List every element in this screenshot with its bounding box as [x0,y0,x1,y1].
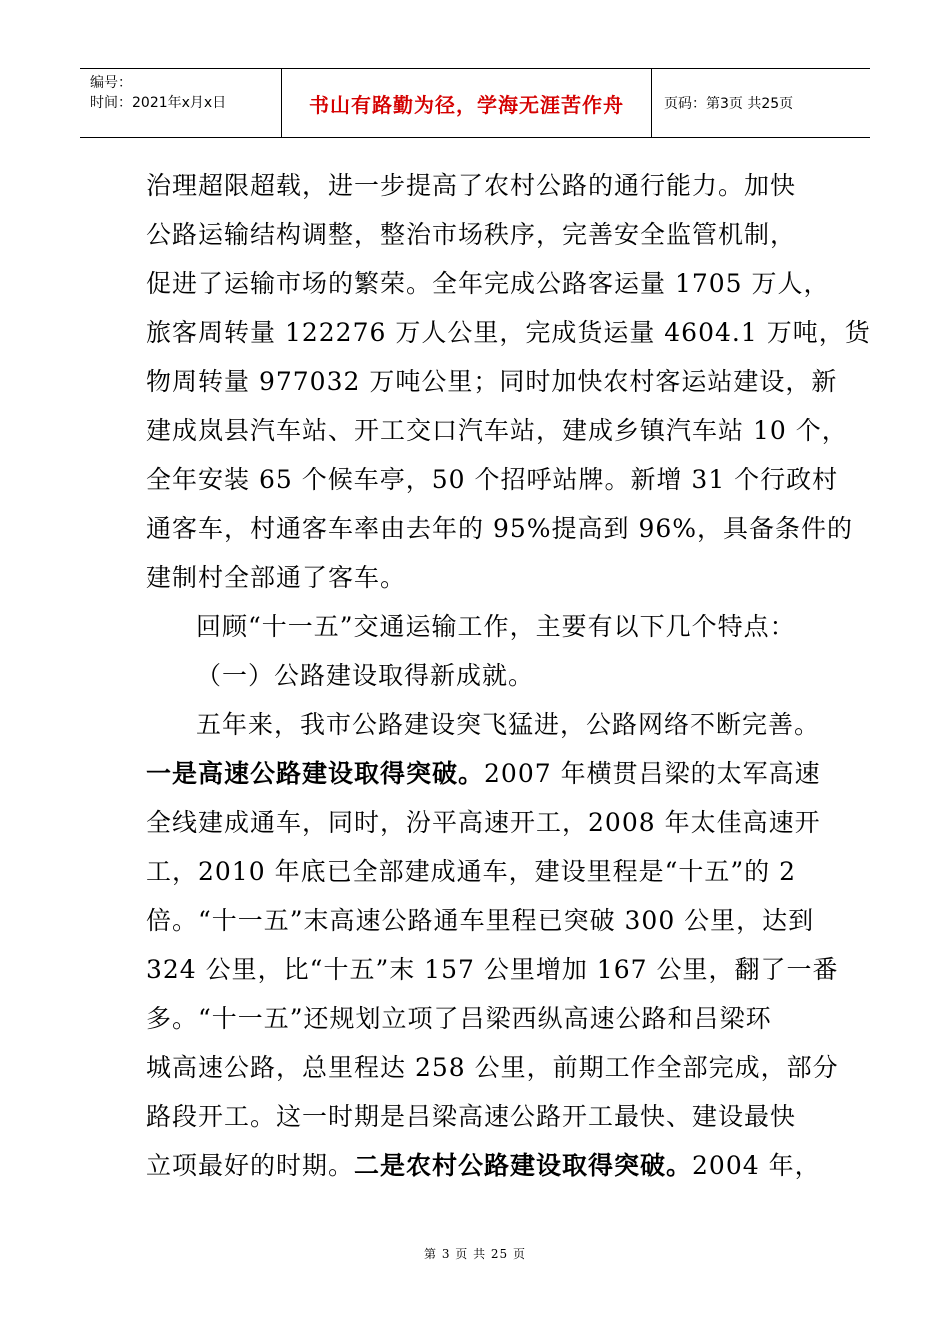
paragraph-line: 通客车，村通客车率由去年的 95%提高到 96%，具备条件的 [146,514,854,543]
paragraph-line: 324 公里，比“十五”末 157 公里增加 167 公里，翻了一番 [146,955,839,984]
paragraph-line: 旅客周转量 122276 万人公里，完成货运量 4604.1 万吨，货 [146,318,871,347]
line-text: 2007 年横贯吕梁的太军高速 [484,759,821,788]
paragraph-line [146,749,821,798]
line-text: 立项最好的时期。 [146,1151,355,1180]
paragraph-line: 促进了运输市场的繁荣。全年完成公路客运量 1705 万人， [146,269,830,298]
paragraph-line: 公路运输结构调整，整治市场秩序，完善安全监管机制， [146,220,797,249]
paragraph-line: 建制村全部通了客车。 [146,563,407,592]
header-page-info: 页码：第3页 共25页 [664,96,794,112]
header-motto: 书山有路勤为径，学海无涯苦作舟 [282,69,652,137]
section-heading: （一）公路建设取得新成就。 [196,661,535,690]
paragraph-line: 多。“十一五”还规划立项了吕梁西纵高速公路和吕梁环 [146,1004,772,1033]
paragraph-line: 回顾“十一五”交通运输工作，主要有以下几个特点： [196,612,796,641]
paragraph-line [146,1141,821,1190]
bold-lead: 二是农村公路建设取得突破。 [354,1151,693,1180]
paragraph-line: 治理超限超载，进一步提高了农村公路的通行能力。加快 [146,171,797,200]
line-text: 2004 年， [692,1151,821,1180]
paragraph-line: 全年安装 65 个候车亭，50 个招呼站牌。新增 31 个行政村 [146,465,839,494]
paragraph-line: 工，2010 年底已全部建成通车，建设里程是“十五”的 2 [146,857,796,886]
paragraph-line: 城高速公路，总里程达 258 公里，前期工作全部完成，部分 [146,1053,839,1082]
paragraph-line: 路段开工。这一时期是吕梁高速公路开工最快、建设最快 [146,1102,797,1131]
header-time: 时间：2021年x月x日 [90,95,227,111]
paragraph-line: 全线建成通车，同时，汾平高速开工，2008 年太佳高速开 [146,808,821,837]
header-number: 编号： [90,75,132,91]
paragraph-line: 五年来，我市公路建设突飞猛进，公路网络不断完善。 [196,710,821,739]
paragraph-line: 倍。“十一五”末高速公路通车里程已突破 300 公里，达到 [146,906,815,935]
page-header [80,68,870,138]
document-body [146,161,871,1190]
bold-lead: 一是高速公路建设取得突破。 [146,759,485,788]
header-meta [80,69,282,137]
paragraph-line: 物周转量 977032 万吨公里；同时加快农村客运站建设，新 [146,367,838,396]
page-footer: 第 3 页 共 25 页 [424,1247,526,1261]
paragraph-line: 建成岚县汽车站、开工交口汽车站，建成乡镇汽车站 10 个， [146,416,848,445]
